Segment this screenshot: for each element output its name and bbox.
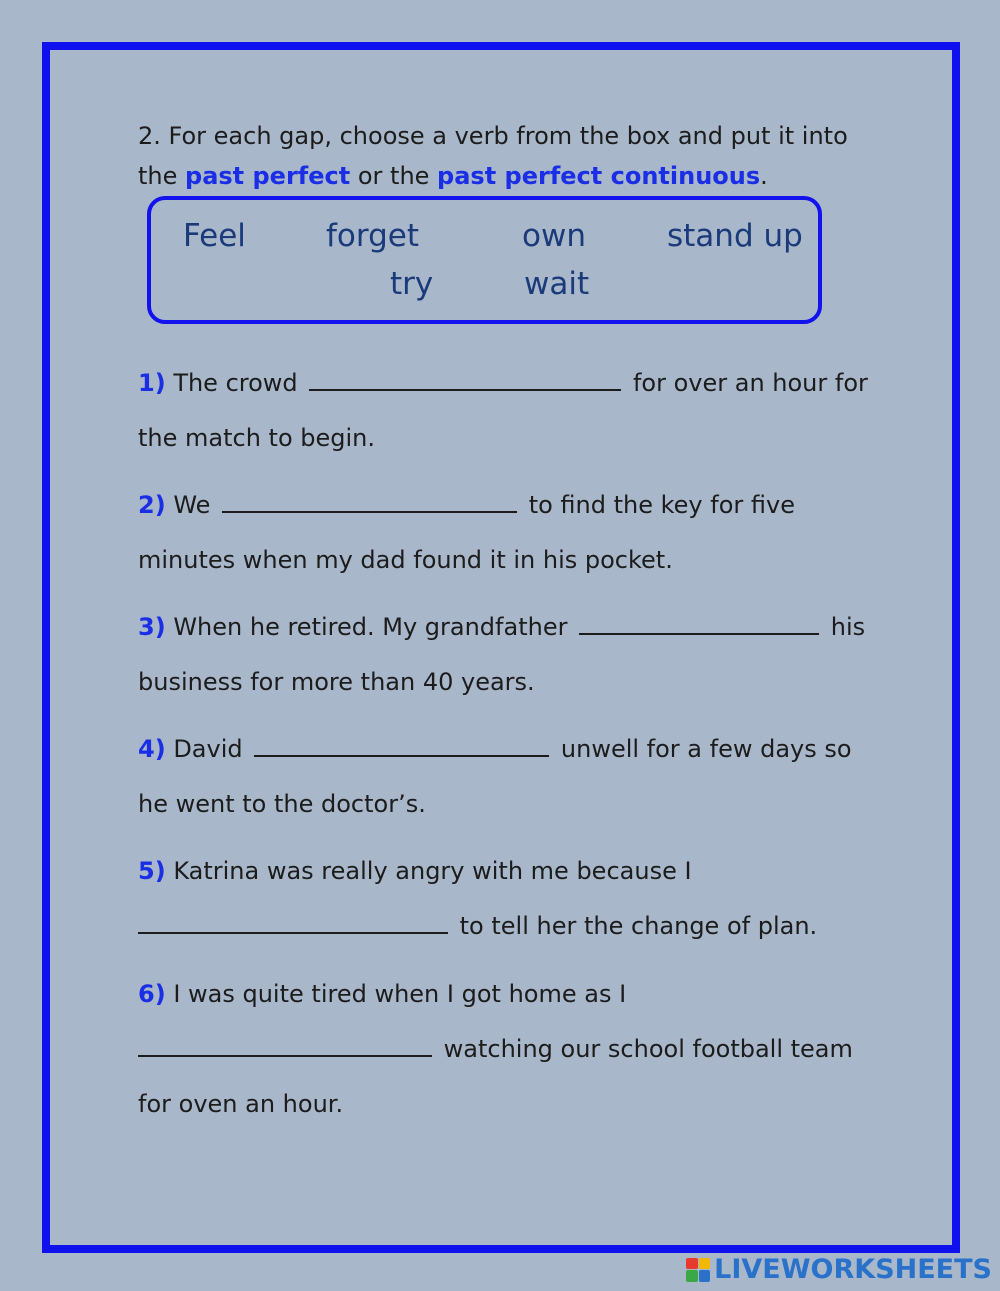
word-feel: Feel [183, 218, 246, 254]
word-box [147, 196, 822, 324]
word-wait: wait [524, 266, 590, 302]
answer-gap-3[interactable] [579, 611, 819, 635]
logo-square [699, 1258, 711, 1270]
question-text-after: to tell her the change of plan. [459, 912, 818, 940]
logo-square [699, 1270, 711, 1282]
liveworksheets-logo[interactable] [686, 1254, 992, 1285]
answer-gap-4[interactable] [254, 733, 549, 757]
instructions-suffix: . [760, 162, 768, 190]
word-stand-up: stand up [667, 218, 803, 254]
logo-text: LIVEWORKSHEETS [714, 1254, 992, 1285]
logo-square [686, 1258, 698, 1270]
instructions [138, 116, 878, 196]
question-2 [138, 478, 878, 588]
word-own: own [522, 218, 586, 254]
question-6 [138, 967, 878, 1132]
question-5 [138, 844, 878, 954]
tense-past-perfect: past perfect [185, 162, 351, 190]
question-number: 1) [138, 369, 166, 397]
question-text-after: for over an hour for the match to begin. [138, 369, 868, 452]
answer-gap-2[interactable] [222, 489, 517, 513]
question-1 [138, 356, 878, 466]
word-try: try [390, 266, 434, 302]
word-forget: forget [326, 218, 419, 254]
question-number: 3) [138, 613, 166, 641]
question-text-before: When he retired. My grandfather [173, 613, 568, 641]
answer-gap-5[interactable] [138, 910, 448, 934]
answer-gap-6[interactable] [138, 1033, 432, 1057]
instructions-middle: or the [350, 162, 438, 190]
tense-past-perfect-continuous: past perfect continuous [437, 162, 761, 190]
question-number: 6) [138, 980, 166, 1008]
question-text-before: We [173, 491, 211, 519]
instructions-prefix: 2. For each gap, choose a verb from the box and put it into the [138, 122, 848, 190]
question-number: 5) [138, 857, 166, 885]
logo-square [686, 1270, 698, 1282]
question-text-after: his business for more than 40 years. [138, 613, 866, 696]
question-text-after: watching our school football team for oven an hour. [138, 1035, 853, 1118]
question-text-after: unwell for a few days so he went to the doctor’s. [138, 735, 852, 818]
question-3 [138, 600, 878, 710]
question-text-before: The crowd [173, 369, 298, 397]
question-number: 4) [138, 735, 166, 763]
question-text-after: to find the key for five minutes when my dad found it in his pocket. [138, 491, 795, 574]
question-text-before: David [173, 735, 243, 763]
question-number: 2) [138, 491, 166, 519]
question-text-before: Katrina was really angry with me because I [173, 857, 692, 885]
answer-gap-1[interactable] [309, 367, 621, 391]
question-4 [138, 722, 878, 832]
question-text-before: I was quite tired when I got home as I [173, 980, 627, 1008]
liveworksheets-icon [686, 1258, 710, 1282]
